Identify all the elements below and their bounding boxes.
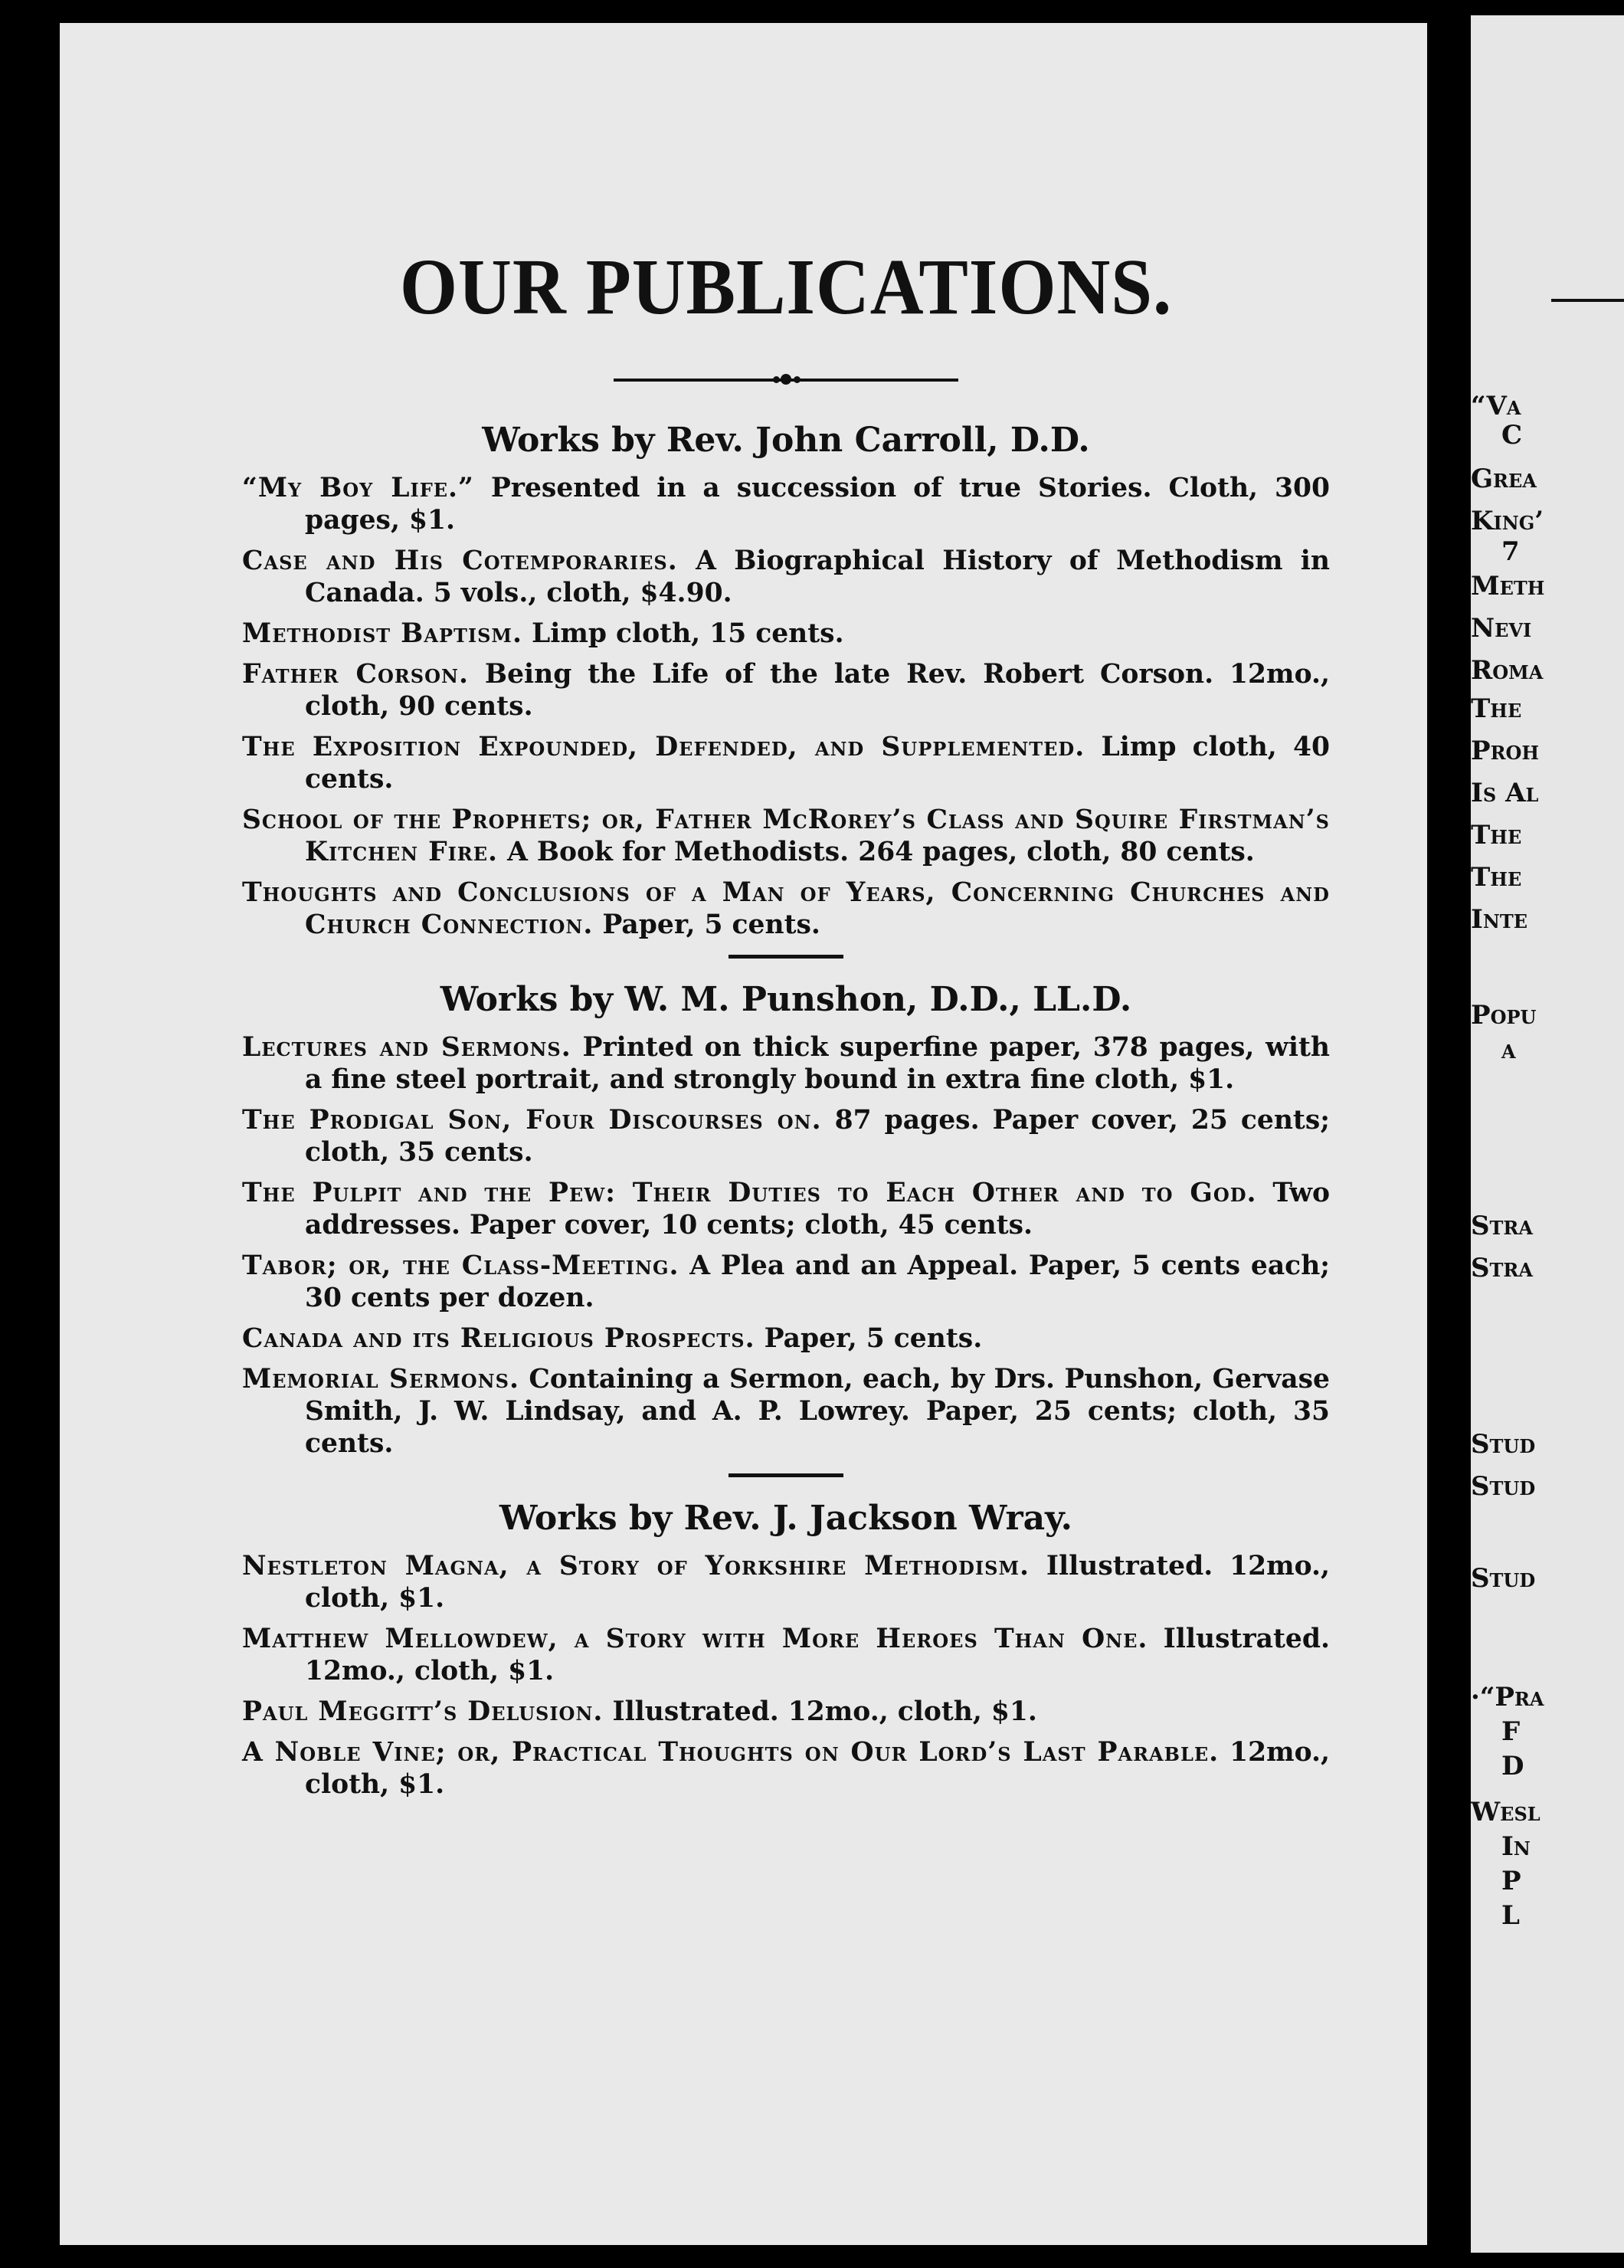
publication-title: A Noble Vine; or, Practical Thoughts on Our Lord’s Last Parable. (242, 1736, 1220, 1768)
adjacent-page-text: Nevi (1471, 613, 1532, 644)
section-divider (729, 1473, 843, 1477)
publication-description: Presented in a succession of true Stories. Cloth, 300 pages, $1. (305, 472, 1331, 536)
adjacent-page-text: 7 (1501, 536, 1520, 567)
title-ornament (614, 369, 958, 392)
publication-title: Case and His Cotemporaries. (242, 545, 678, 576)
publication-description: Illustrated. 12mo., cloth, $1. (305, 1623, 1330, 1686)
adjacent-page-edge (1471, 15, 1624, 2253)
publication-title: “My Boy Life.” (242, 472, 474, 503)
publication-entry (242, 472, 1330, 536)
publication-entry (242, 1550, 1330, 1614)
adjacent-page-text: The (1471, 862, 1522, 893)
adjacent-page-text: Meth (1471, 571, 1545, 601)
adjacent-page-text: Stud (1471, 1563, 1536, 1594)
adjacent-page-text: C (1501, 420, 1523, 451)
publication-entry (242, 804, 1330, 868)
publication-entry (242, 618, 1330, 650)
section-heading: Works by Rev. J. Jackson Wray. (499, 1498, 1072, 1538)
publication-entry (242, 1031, 1330, 1096)
publication-title: Paul Meggitt’s Delusion. (242, 1696, 604, 1727)
publication-title: Father Corson. (242, 658, 469, 690)
adjacent-page-text: Wesl (1471, 1797, 1541, 1827)
adjacent-page-text: King’ (1471, 506, 1544, 536)
adjacent-page-text: The (1471, 820, 1522, 850)
publication-description: Limp cloth, 40 cents. (305, 731, 1330, 795)
publication-title: School of the Prophets; or, Father McRorey’s Class and Squire Firstman’s Kitchen Fire. (242, 804, 1330, 867)
adjacent-page-text: In (1501, 1831, 1531, 1862)
adjacent-page-text: Inte (1471, 904, 1527, 935)
section-heading: Works by Rev. John Carroll, D.D. (482, 421, 1090, 460)
adjacent-page-text: ·“Pra (1471, 1682, 1544, 1712)
publication-title: Methodist Baptism. (242, 618, 522, 649)
publication-description: Illustrated. 12mo., cloth, $1. (305, 1550, 1331, 1614)
publication-description: A Biographical History of Methodism in Canada. 5 vols., cloth, $4.90. (305, 545, 1330, 608)
ornament-dot (773, 376, 780, 383)
publication-description: Limp cloth, 15 cents. (532, 618, 844, 649)
publication-entry (242, 1736, 1330, 1801)
adjacent-page-rule (1551, 299, 1624, 302)
publication-title: Memorial Sermons. (242, 1363, 519, 1395)
publication-title: Thoughts and Conclusions of a Man of Years, Concerning Churches and Church Connection. (242, 877, 1330, 940)
adjacent-page-text: Stra (1471, 1253, 1533, 1283)
section-heading: Works by W. M. Punshon, D.D., LL.D. (440, 979, 1132, 1019)
publication-description: Illustrated. 12mo., cloth, $1. (612, 1696, 1037, 1727)
publication-entry (242, 545, 1330, 609)
publication-description: 12mo., cloth, $1. (305, 1736, 1331, 1800)
publication-entry (242, 1177, 1330, 1241)
adjacent-page-text: Popu (1471, 1000, 1537, 1031)
adjacent-page-text: The (1471, 693, 1522, 724)
publication-title: Matthew Mellowdew, a Story with More Heroes Than One. (242, 1623, 1148, 1654)
publication-title: The Prodigal Son, Four Discourses on. (242, 1104, 822, 1136)
publication-description: Paper, 5 cents. (764, 1322, 983, 1354)
left-page (60, 23, 1427, 2245)
ornament-dot (794, 376, 801, 383)
publication-description: 87 pages. Paper cover, 25 cents; cloth, 35 cents. (305, 1104, 1331, 1168)
adjacent-page-text: Stra (1471, 1211, 1533, 1241)
publication-description: Two addresses. Paper cover, 10 cents; cloth, 45 cents. (305, 1177, 1331, 1241)
publication-entry (242, 658, 1330, 723)
ornament-dot (781, 374, 791, 385)
page-content (242, 245, 1330, 1809)
publication-title: The Exposition Expounded, Defended, and Supplemented. (242, 731, 1085, 762)
publication-entry (242, 1104, 1330, 1168)
publication-title: Tabor; or, the Class-Meeting. (242, 1250, 679, 1281)
publication-entry (242, 1363, 1330, 1460)
publication-sections (242, 421, 1330, 1800)
publication-entry (242, 877, 1330, 941)
section-divider (729, 955, 843, 959)
adjacent-page-text: “Va (1471, 391, 1521, 421)
publication-description: Paper, 5 cents. (602, 909, 820, 940)
publication-description: Containing a Sermon, each, by Drs. Punshon, Gervase Smith, J. W. Lindsay, and A. P. Lowrey. Paper, 25 cents; cloth, 35 cents. (305, 1363, 1330, 1459)
adjacent-page-text: D (1501, 1751, 1524, 1781)
adjacent-page-text: Stud (1471, 1429, 1536, 1460)
publication-title: Lectures and Sermons. (242, 1031, 571, 1063)
adjacent-page-text: Grea (1471, 464, 1537, 494)
adjacent-page-text: F (1501, 1716, 1521, 1747)
page-title: OUR PUBLICATIONS. (399, 243, 1173, 331)
publication-entry (242, 1322, 1330, 1355)
adjacent-page-text: P (1501, 1866, 1521, 1896)
adjacent-page-text: Roma (1471, 655, 1544, 686)
publication-entry (242, 1250, 1330, 1314)
publication-title: Canada and its Religious Prospects. (242, 1322, 755, 1354)
publication-description: A Plea and an Appeal. Paper, 5 cents each; 30 cents per dozen. (305, 1250, 1331, 1313)
publication-description: Being the Life of the late Rev. Robert Corson. 12mo., cloth, 90 cents. (305, 658, 1330, 722)
adjacent-page-text: a (1501, 1034, 1516, 1065)
adjacent-page-text: Is Al (1471, 778, 1539, 808)
adjacent-page-text: Proh (1471, 736, 1540, 766)
publication-description: Printed on thick superfine paper, 378 pages, with a fine steel portrait, and strongly bound in extra fine cloth, $1. (305, 1031, 1331, 1095)
adjacent-page-text: L (1501, 1900, 1520, 1931)
publication-entry (242, 1623, 1330, 1687)
publication-title: The Pulpit and the Pew: Their Duties to Each Other and to God. (242, 1177, 1257, 1208)
publication-entry (242, 731, 1330, 795)
adjacent-page-text: Stud (1471, 1471, 1536, 1502)
publication-title: Nestleton Magna, a Story of Yorkshire Methodism. (242, 1550, 1030, 1581)
publication-entry (242, 1696, 1330, 1728)
publication-description: A Book for Methodists. 264 pages, cloth, 80 cents. (507, 836, 1255, 867)
